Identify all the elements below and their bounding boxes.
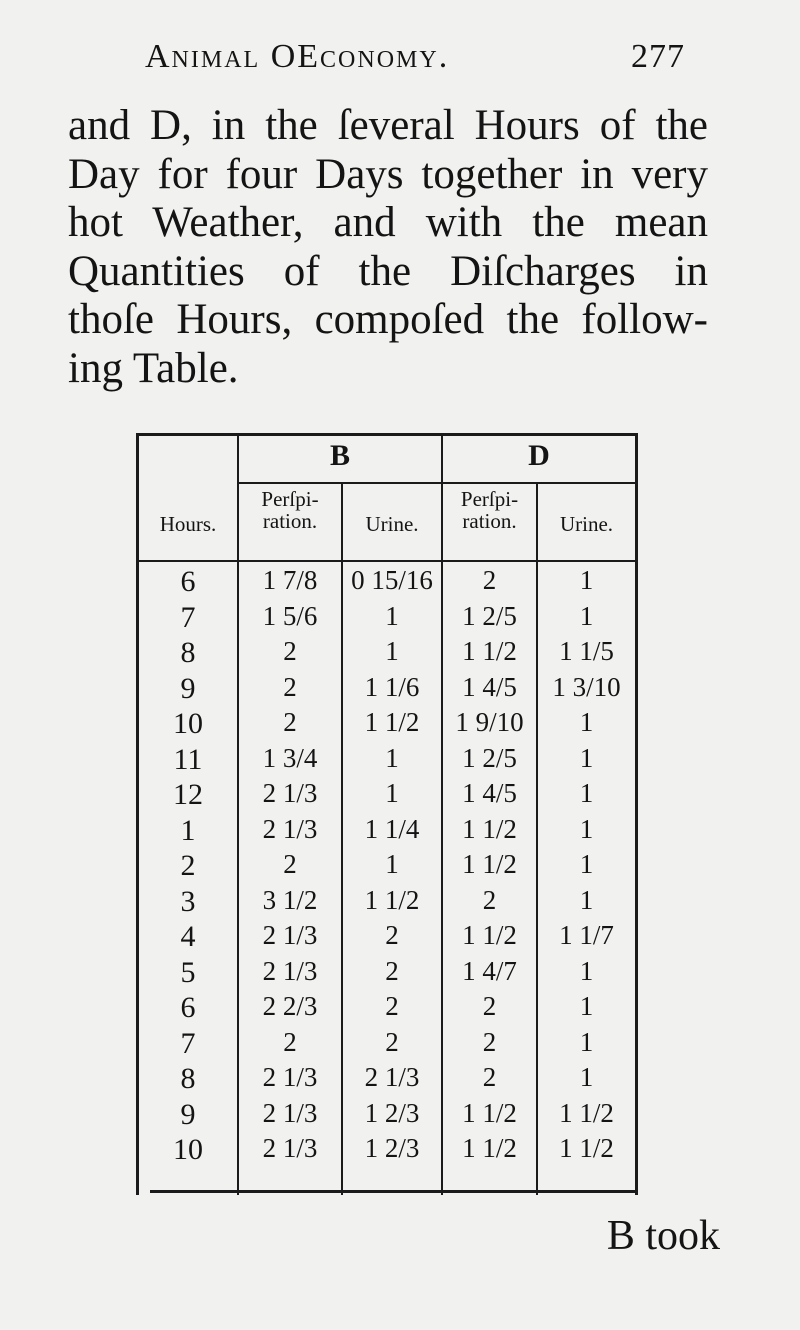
b-perspiration-header bbox=[239, 488, 341, 532]
d-urine-cell: 1 1/5 bbox=[559, 636, 614, 666]
hour-cell: 6 bbox=[180, 565, 196, 598]
d-urine-cell: 1 bbox=[579, 565, 594, 595]
hours-header: Hours. bbox=[159, 512, 217, 536]
d-urine-cell: 1 bbox=[579, 778, 594, 808]
d-urine-cell: 1 1/2 bbox=[559, 1097, 614, 1128]
b-urine-cell: 1 bbox=[385, 849, 399, 879]
b-perspiration-cell: 2 2/3 bbox=[262, 991, 318, 1021]
d-urine-cell: 1 bbox=[579, 955, 594, 986]
discharge-table bbox=[136, 433, 644, 1195]
hour-cell: 8 bbox=[180, 636, 196, 669]
catchword: B took bbox=[606, 1213, 720, 1259]
hour-cell: 10 bbox=[173, 707, 203, 740]
paragraph-line: Day for four Days together in very bbox=[68, 150, 708, 198]
running-head-title: Animal OEconomy. bbox=[145, 38, 450, 75]
b-urine-cell: 2 bbox=[385, 955, 399, 986]
hour-cell: 4 bbox=[180, 920, 196, 953]
d-perspiration-cell: 1 1/2 bbox=[462, 636, 517, 666]
b-perspiration-cell: 2 bbox=[283, 671, 297, 702]
table-right-rule bbox=[635, 433, 638, 1195]
d-urine-cell: 1 bbox=[579, 600, 594, 631]
d-urine-cell: 1 1/2 bbox=[559, 1133, 614, 1163]
d-urine-cell: 1 bbox=[579, 707, 594, 737]
hour-cell: 11 bbox=[173, 742, 203, 776]
hour-cell: 9 bbox=[180, 671, 196, 705]
d-perspiration-cell: 2 bbox=[482, 991, 497, 1021]
b-perspiration-cell: 2 1/3 bbox=[262, 920, 318, 950]
b-urine-cell: 1 1/2 bbox=[364, 707, 420, 737]
d-urine-cell: 1 1/7 bbox=[559, 920, 614, 950]
b-perspiration-cell: 2 bbox=[283, 707, 297, 737]
d-urine-cell: 1 bbox=[579, 849, 594, 879]
running-head bbox=[145, 38, 705, 88]
b-perspiration-cell: 3 1/2 bbox=[262, 884, 318, 915]
b-urine-cell: 0 15/16 bbox=[351, 565, 433, 595]
header-line: ration. bbox=[462, 509, 517, 533]
d-urine-cell: 1 bbox=[579, 1026, 594, 1057]
b-urine-cell: 2 bbox=[385, 991, 399, 1021]
d-perspiration-cell: 1 4/5 bbox=[462, 778, 517, 808]
d-perspiration-cell: 2 bbox=[482, 1062, 497, 1092]
table-header-rule bbox=[139, 560, 635, 562]
hour-cell: 8 bbox=[180, 1062, 196, 1095]
d-urine-header: Urine. bbox=[559, 512, 614, 536]
b-perspiration-cell: 2 1/3 bbox=[262, 778, 318, 808]
d-perspiration-cell: 1 9/10 bbox=[455, 707, 524, 737]
hour-cell: 1 bbox=[180, 813, 196, 847]
b-perspiration-cell: 2 1/3 bbox=[262, 955, 318, 986]
b-perspiration-cell: 2 1/3 bbox=[262, 1133, 318, 1163]
d-perspiration-cell: 1 1/2 bbox=[462, 920, 517, 950]
page-number: 277 bbox=[631, 38, 685, 75]
d-urine-cell: 1 3/10 bbox=[552, 671, 621, 702]
b-urine-cell: 1 2/3 bbox=[364, 1133, 420, 1163]
b-urine-cell: 1 1/4 bbox=[364, 813, 420, 844]
d-urine-cell: 1 bbox=[579, 991, 594, 1021]
d-perspiration-cell: 1 4/5 bbox=[462, 671, 517, 702]
hour-cell: 5 bbox=[180, 955, 196, 989]
hour-cell: 3 bbox=[180, 884, 196, 918]
d-perspiration-cell: 1 1/2 bbox=[462, 1133, 517, 1163]
header-line: ration. bbox=[262, 509, 318, 533]
d-perspiration-cell: 1 1/2 bbox=[462, 849, 517, 879]
paragraph-line: thoſe Hours, compoſed the follow- bbox=[68, 296, 708, 343]
hour-cell: 10 bbox=[173, 1133, 203, 1166]
paragraph-line: hot Weather, and with the mean bbox=[68, 199, 708, 246]
d-urine-cell: 1 bbox=[579, 742, 594, 773]
b-urine-header: Urine. bbox=[365, 512, 419, 536]
b-perspiration-cell: 1 5/6 bbox=[262, 600, 318, 631]
hour-cell: 9 bbox=[180, 1097, 196, 1131]
d-urine-cell: 1 bbox=[579, 1062, 594, 1092]
d-perspiration-cell: 2 bbox=[482, 565, 497, 595]
d-perspiration-cell: 1 4/7 bbox=[462, 955, 517, 986]
b-urine-cell: 1 bbox=[385, 600, 399, 631]
paragraph-line: ing Table. bbox=[68, 344, 239, 392]
table-group-rule bbox=[237, 482, 635, 484]
b-perspiration-cell: 2 1/3 bbox=[262, 1097, 318, 1128]
paragraph-line: Quantities of the Diſcharges in bbox=[68, 247, 708, 295]
d-perspiration-cell: 1 2/5 bbox=[462, 600, 517, 631]
body-paragraph bbox=[68, 102, 708, 393]
paragraph-line: and D, in the ſeveral Hours of the bbox=[68, 102, 708, 149]
b-urine-cell: 2 1/3 bbox=[364, 1062, 420, 1092]
b-perspiration-cell: 1 3/4 bbox=[262, 742, 318, 773]
b-urine-cell: 2 bbox=[385, 920, 399, 950]
hour-cell: 7 bbox=[180, 1026, 196, 1060]
hour-cell: 12 bbox=[173, 778, 203, 811]
d-perspiration-cell: 1 2/5 bbox=[462, 742, 517, 773]
group-header-b: B bbox=[329, 439, 350, 472]
b-urine-cell: 1 1/2 bbox=[364, 884, 420, 915]
d-perspiration-cell: 2 bbox=[482, 1026, 497, 1057]
table-top-rule bbox=[136, 433, 638, 436]
b-perspiration-cell: 2 bbox=[283, 849, 297, 879]
b-perspiration-cell: 2 bbox=[283, 1026, 297, 1057]
hour-cell: 7 bbox=[180, 600, 196, 634]
hour-cell: 6 bbox=[180, 991, 196, 1024]
b-urine-cell: 1 2/3 bbox=[364, 1097, 420, 1128]
b-urine-cell: 1 bbox=[385, 636, 399, 666]
b-perspiration-cell: 2 1/3 bbox=[262, 1062, 318, 1092]
b-urine-cell: 1 1/6 bbox=[364, 671, 420, 702]
d-perspiration-cell: 1 1/2 bbox=[462, 813, 517, 844]
d-perspiration-header bbox=[443, 488, 536, 532]
b-urine-cell: 1 bbox=[385, 778, 399, 808]
b-perspiration-cell: 1 7/8 bbox=[262, 565, 318, 595]
table-bottom-rule bbox=[150, 1190, 638, 1193]
b-perspiration-cell: 2 bbox=[283, 636, 297, 666]
b-perspiration-cell: 2 1/3 bbox=[262, 813, 318, 844]
d-perspiration-cell: 1 1/2 bbox=[462, 1097, 517, 1128]
d-urine-cell: 1 bbox=[579, 813, 594, 844]
hour-cell: 2 bbox=[180, 849, 196, 882]
group-header-d: D bbox=[528, 439, 550, 472]
d-perspiration-cell: 2 bbox=[482, 884, 497, 915]
b-urine-cell: 2 bbox=[385, 1026, 399, 1057]
header-line: Perſpi- bbox=[261, 487, 319, 511]
header-line: Perſpi- bbox=[460, 487, 519, 511]
d-urine-cell: 1 bbox=[579, 884, 594, 915]
b-urine-cell: 1 bbox=[385, 742, 399, 773]
